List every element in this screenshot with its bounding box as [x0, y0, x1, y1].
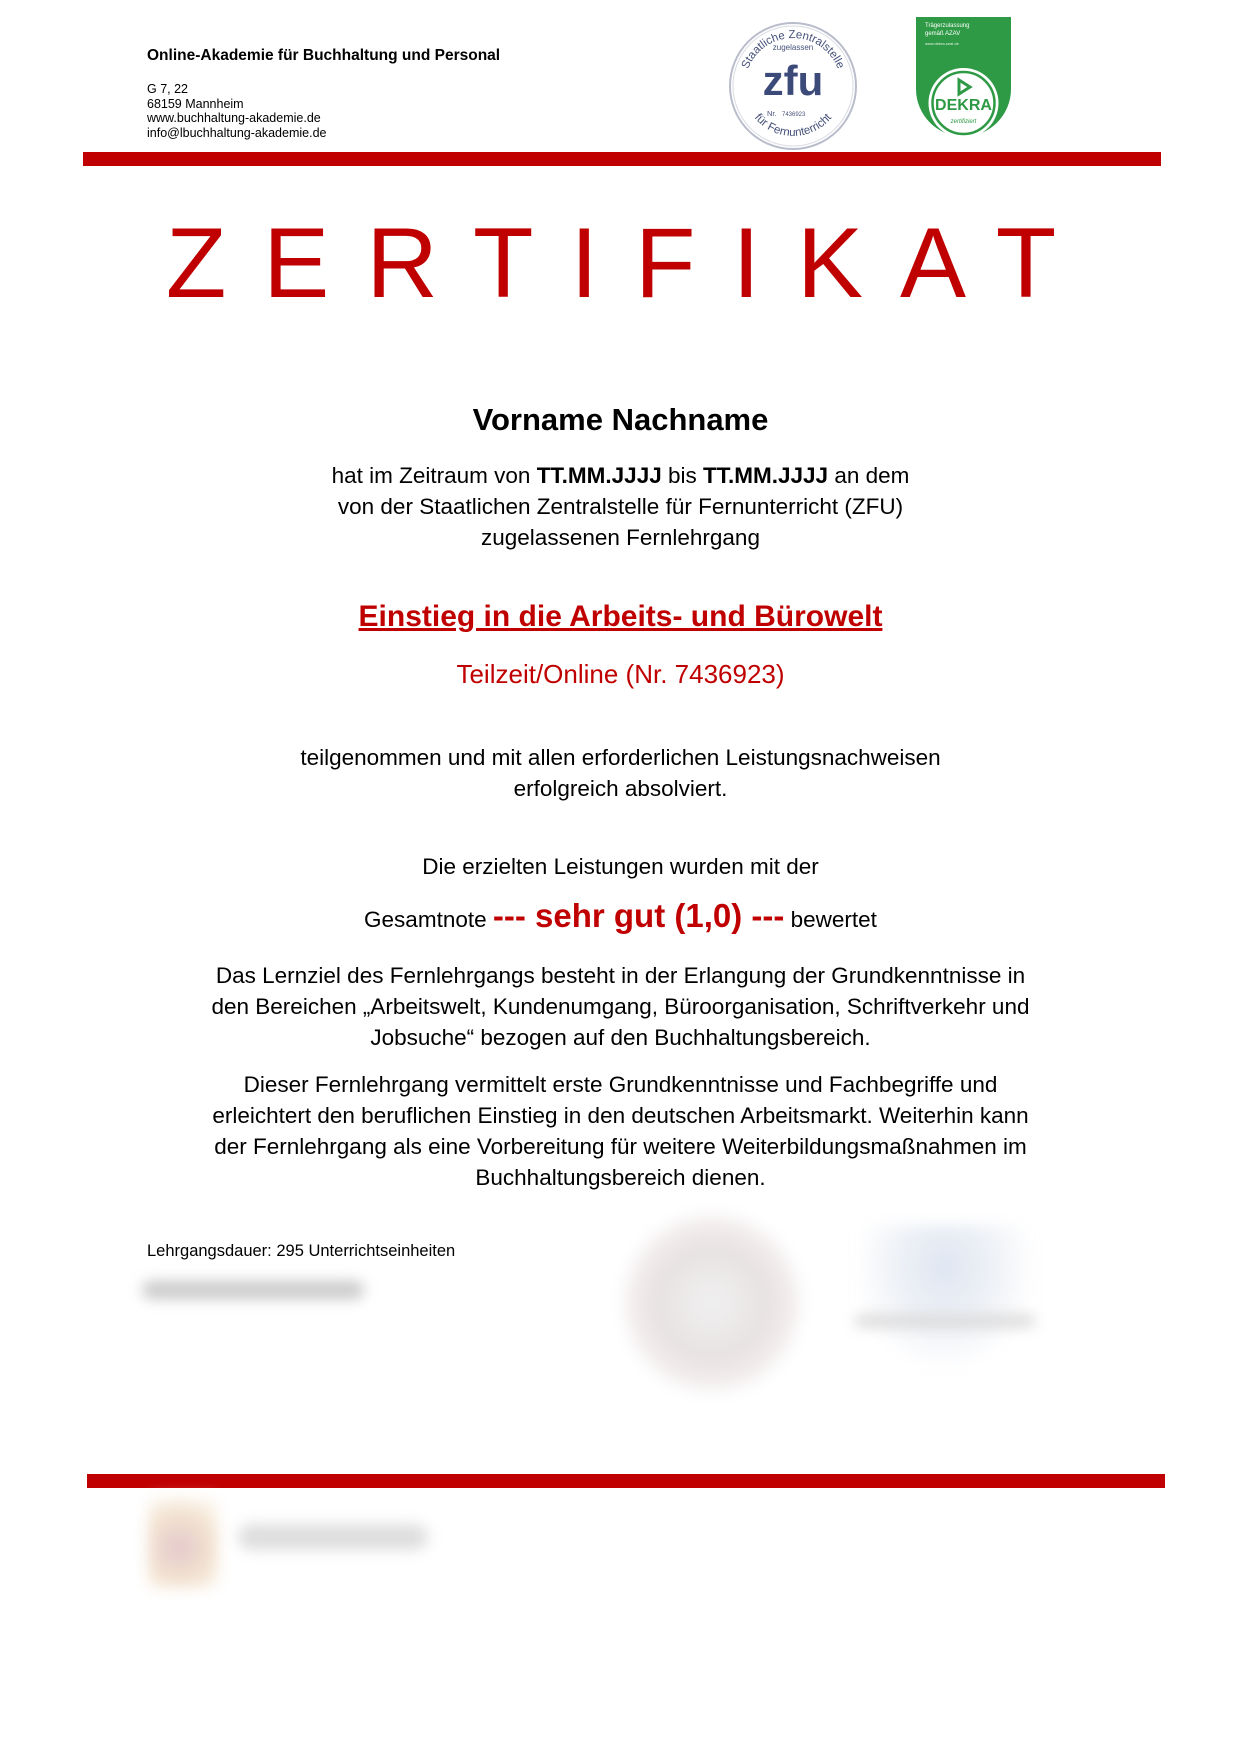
period-start-date: TT.MM.JJJJ	[536, 463, 662, 488]
redacted-place-date	[142, 1281, 364, 1299]
zfu-bottom-arc-text: für Fernunterricht	[752, 111, 834, 140]
completion-line-2: erfolgreich absolviert.	[513, 776, 728, 801]
redacted-signature	[860, 1225, 1030, 1365]
dekra-certified: zertifiziert	[950, 119, 977, 125]
dekra-name: DEKRA	[935, 97, 992, 114]
period-end-date: TT.MM.JJJJ	[703, 463, 829, 488]
address-website: www.buchhaltung-akademie.de	[147, 111, 321, 125]
zfu-nr-value: 7436923	[782, 112, 806, 118]
organization-name: Online-Akademie für Buchhaltung und Personal	[147, 47, 501, 64]
address-street: G 7, 22	[147, 82, 188, 96]
zfu-nr-label: Nr.	[767, 109, 777, 118]
redacted-signature-name	[855, 1315, 1035, 1327]
course-title: Einstieg in die Arbeits- und Bürowelt	[358, 600, 883, 633]
dekra-line1: Trägerzulassung	[925, 23, 970, 29]
dekra-url: www.dekra-seal.de	[925, 41, 959, 46]
header-divider	[83, 152, 1161, 166]
period-line-2: von der Staatlichen Zentralstelle für Fernunterricht (ZFU)	[337, 494, 904, 519]
recipient-name: Vorname Nachname	[472, 402, 769, 437]
goal-line: den Bereichen „Arbeitswelt, Kundenumgang, Büroorganisation, Schriftverkehr und	[211, 994, 1030, 1019]
address-city: 68159 Mannheim	[147, 96, 244, 111]
zfu-approved-text: zugelassen	[772, 43, 814, 52]
completion-text	[0, 742, 1241, 804]
learning-goal-paragraph	[0, 960, 1241, 1053]
dekra-line2: gemäß AZAV	[925, 31, 961, 37]
period-text	[0, 460, 1241, 553]
results-intro: Die erzielten Leistungen wurden mit der	[422, 854, 819, 879]
period-prefix: hat im Zeitraum von	[331, 463, 531, 488]
grade-value: --- sehr gut (1,0) ---	[492, 897, 785, 934]
period-middle: bis	[668, 463, 697, 488]
grade-prefix: Gesamtnote	[364, 907, 487, 932]
description-paragraph	[0, 1069, 1241, 1193]
goal-line: Jobsuche“ bezogen auf den Buchhaltungsbereich.	[370, 1025, 871, 1050]
zfu-logo-text: zfu	[762, 57, 824, 104]
dekra-badge-icon	[916, 17, 1011, 143]
course-duration: Lehrgangsdauer: 295 Unterrichtseinheiten	[147, 1242, 456, 1260]
address-email: info@lbuchhaltung-akademie.de	[147, 125, 327, 140]
redacted-stamp	[622, 1213, 802, 1393]
grade-suffix: bewertet	[790, 907, 877, 932]
description-line: Dieser Fernlehrgang vermittelt erste Grundkenntnisse und Fachbegriffe und	[243, 1072, 998, 1097]
completion-line-1: teilgenommen und mit allen erforderlichen Leistungsnachweisen	[300, 745, 941, 770]
zfu-top-arc-text: Staatliche Zentralstelle	[739, 28, 847, 71]
footer-divider	[87, 1474, 1165, 1488]
course-subtitle: Teilzeit/Online (Nr. 7436923)	[456, 659, 785, 689]
description-line: erleichtert den beruflichen Einstieg in den deutschen Arbeitsmarkt. Weiterhin kann	[212, 1103, 1029, 1128]
certificate-title: ZERTIFIKAT	[165, 207, 1094, 318]
zfu-seal-icon	[727, 20, 859, 152]
redacted-footer-text	[238, 1524, 428, 1550]
grade-line	[0, 897, 1241, 935]
period-suffix: an dem	[834, 463, 910, 488]
description-line: der Fernlehrgang als eine Vorbereitung für weitere Weiterbildungsmaßnahmen im	[214, 1134, 1027, 1159]
period-line-1	[0, 460, 1241, 491]
period-line-3: zugelassenen Fernlehrgang	[481, 525, 760, 550]
description-line: Buchhaltungsbereich dienen.	[475, 1165, 766, 1190]
goal-line: Das Lernziel des Fernlehrgangs besteht in der Erlangung der Grundkenntnisse in	[215, 963, 1026, 988]
redacted-footer-logo	[148, 1498, 218, 1588]
